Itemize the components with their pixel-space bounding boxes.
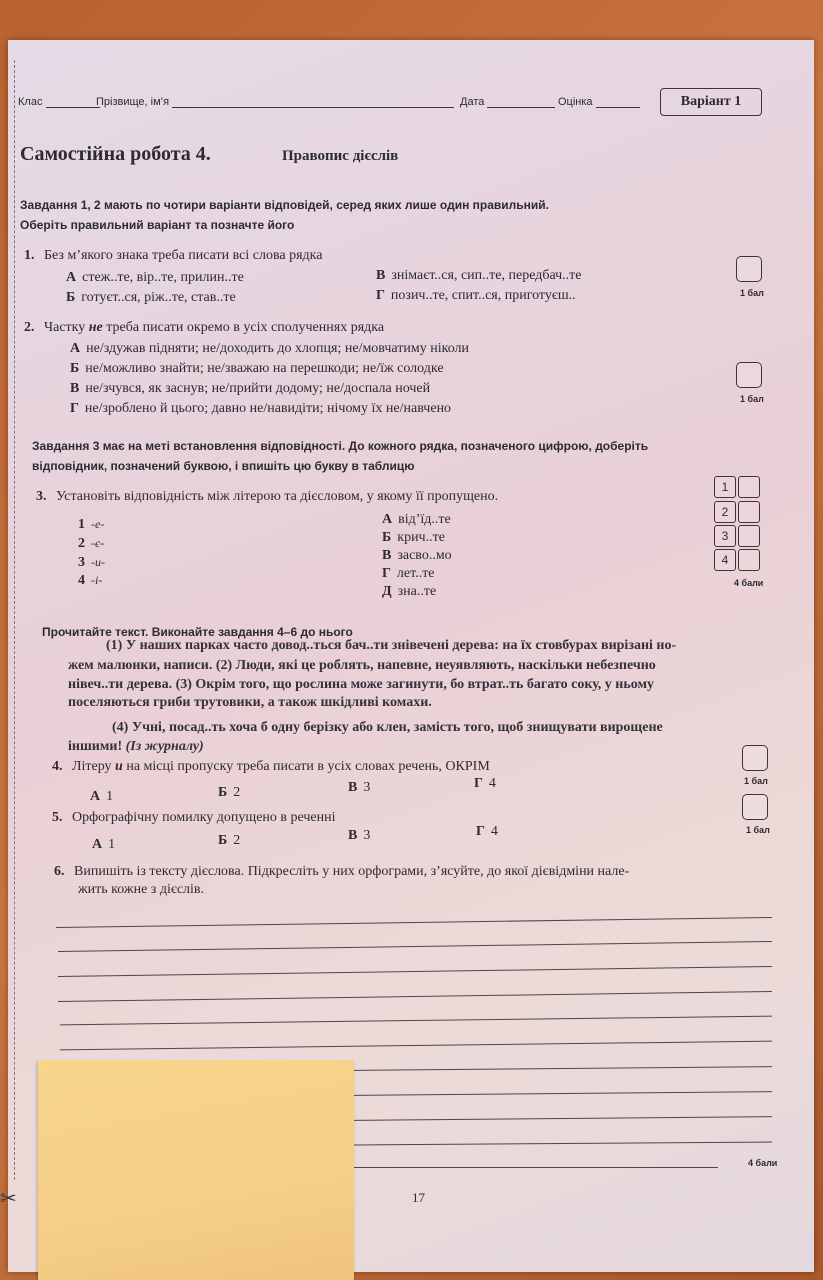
q4-option-g-val: 4 xyxy=(488,776,496,791)
text-source: (Із журналу) xyxy=(125,739,204,754)
q1-option-b[interactable] xyxy=(66,290,236,306)
q5-option-a-letter: А xyxy=(92,837,103,852)
question-6 xyxy=(54,862,629,882)
q6-score: 4 бали xyxy=(748,1158,778,1168)
q3-right-g-text: лет..те xyxy=(396,566,435,581)
q3-grid-answer-4[interactable] xyxy=(738,549,760,571)
q4-option-g-letter: Г xyxy=(474,776,483,791)
q1-option-b-text: готуєт..ся, ріж..те, став..те xyxy=(81,290,236,305)
q3-left-4 xyxy=(78,573,102,589)
q3-left-2-val: -є- xyxy=(91,536,105,550)
q1-option-b-letter: Б xyxy=(66,290,76,305)
q3-grid-number-3: 3 xyxy=(714,525,736,547)
cut-line xyxy=(14,60,15,1180)
instruction-3 xyxy=(32,436,648,476)
q1-option-a-letter: А xyxy=(66,270,77,285)
q5-option-v-val: 3 xyxy=(363,828,371,843)
q1-option-g[interactable] xyxy=(376,288,576,304)
class-field[interactable] xyxy=(18,96,100,108)
q3-grid-answer-1[interactable] xyxy=(738,476,760,498)
q1-score: 1 бал xyxy=(740,288,764,298)
q5-option-b-letter: Б xyxy=(218,833,228,848)
question-5 xyxy=(52,808,336,828)
q3-left-4-val: -і- xyxy=(91,573,103,587)
q4-option-b-letter: Б xyxy=(218,785,228,800)
scissors-icon: ✂ xyxy=(0,1188,17,1210)
q3-right-v-letter: В xyxy=(382,548,392,563)
question-3 xyxy=(36,487,498,507)
q2-option-b[interactable] xyxy=(70,361,444,377)
q1-answer-box[interactable] xyxy=(736,256,762,282)
q4-option-v[interactable] xyxy=(348,780,370,796)
instruction-1 xyxy=(20,195,549,235)
text-line-1: (1) У наших парках часто довод..ться бач..ти знівечені дерева: на їх стовбурах вирізані но- xyxy=(106,638,677,653)
q2-option-v-letter: В xyxy=(70,381,80,396)
class-label: Клас xyxy=(18,96,43,108)
q4-option-a[interactable] xyxy=(90,789,113,805)
question-4 xyxy=(52,757,490,777)
q3-right-a xyxy=(382,512,451,528)
text-line-2: жем малюнки, написи. (2) Люди, які це роблять, напевне, неуявляють, наскільки небезпечно xyxy=(68,658,656,673)
q3-right-d xyxy=(382,584,436,600)
q3-right-b-letter: Б xyxy=(382,530,392,545)
q3-right-b xyxy=(382,530,445,546)
q2-option-g-letter: Г xyxy=(70,401,79,416)
q1-option-a-text: стеж..те, вір..те, прилин..те xyxy=(82,270,244,285)
instruction-3-line-1: Завдання 3 має на меті встановлення відповідності. До кожного рядка, позначеного цифрою, доберіть xyxy=(32,439,649,453)
q2-option-a-text: не/здужав підняти; не/доходить до хлопця; не/мовчатиму ніколи xyxy=(86,341,470,356)
q3-left-2-num: 2 xyxy=(78,536,85,551)
page-number: 17 xyxy=(412,1190,425,1205)
question-6-line-1: Випишіть із тексту дієслова. Підкресліть у них орфограми, з’ясуйте, до якої дієвідміни нале- xyxy=(74,864,630,879)
question-1-text: Без м’якого знака треба писати всі слова рядка xyxy=(44,248,323,263)
q3-grid-number-4: 4 xyxy=(714,549,736,571)
q3-right-g-letter: Г xyxy=(382,566,391,581)
q5-answer-box[interactable] xyxy=(742,794,768,820)
q2-option-g-text: не/зроблено й цього; давно не/навидіти; нічому їх не/навчено xyxy=(84,401,452,416)
q5-option-g[interactable] xyxy=(476,824,498,840)
q4-score: 1 бал xyxy=(744,776,768,786)
q4-option-b[interactable] xyxy=(218,785,240,801)
date-field[interactable] xyxy=(460,96,555,108)
q2-option-a[interactable] xyxy=(70,341,469,357)
q3-right-d-letter: Д xyxy=(382,584,392,599)
q5-option-g-letter: Г xyxy=(476,824,485,839)
grade-field[interactable] xyxy=(558,96,640,108)
question-4-text-after: на місці пропуску треба писати в усіх словах речень, ОКРІМ xyxy=(126,759,490,774)
page-title: Самостійна робота 4. xyxy=(20,143,211,165)
page-subtitle: Правопис дієслів xyxy=(282,148,399,164)
q2-score: 1 бал xyxy=(740,394,764,404)
reading-instruction: Прочитайте текст. Виконайте завдання 4–6 до нього xyxy=(42,625,353,639)
question-6-number: 6. xyxy=(54,864,65,879)
q3-left-1 xyxy=(78,517,104,533)
text-line-4: поселяються гриби трутовики, а також шкідливі комахи. xyxy=(68,695,432,710)
q4-option-a-letter: А xyxy=(90,789,101,804)
instruction-1-line-1: Завдання 1, 2 мають по чотири варіанти відповідей, серед яких лише один правильний. xyxy=(20,198,549,212)
q3-right-d-text: зна..те xyxy=(397,584,437,599)
grade-label: Оцінка xyxy=(558,96,593,108)
q3-grid-answer-2[interactable] xyxy=(738,501,760,523)
q2-option-b-letter: Б xyxy=(70,361,80,376)
question-4-text-before: Літеру xyxy=(72,759,112,774)
question-2-particle: не xyxy=(88,320,103,335)
q5-option-a-val: 1 xyxy=(108,837,116,852)
instruction-1-line-2: Оберіть правильний варіант та позначте його xyxy=(20,218,295,232)
question-2-text-after: треба писати окремо в усіх сполученнях рядка xyxy=(106,320,385,335)
question-2 xyxy=(24,318,384,338)
question-5-number: 5. xyxy=(52,810,63,825)
question-2-number: 2. xyxy=(24,320,35,335)
q3-grid-number-2: 2 xyxy=(714,501,736,523)
q2-answer-box[interactable] xyxy=(736,362,762,388)
q3-left-2 xyxy=(78,536,104,552)
q3-left-3-val: -и- xyxy=(91,555,105,569)
q4-option-v-val: 3 xyxy=(363,780,371,795)
variant-badge: Варіант 1 xyxy=(660,88,762,116)
q2-option-v[interactable] xyxy=(70,381,430,397)
q3-right-g xyxy=(382,566,435,582)
question-5-text: Орфографічну помилку допущено в реченні xyxy=(72,810,336,825)
q3-right-a-letter: А xyxy=(382,512,393,527)
text-line-5: (4) Учні, посад..ть хоча б одну берізку або клен, замість того, щоб знищувати вирощене xyxy=(112,720,663,735)
text-line-6 xyxy=(68,737,204,756)
name-label: Прізвище, ім’я xyxy=(96,96,170,108)
answer-line[interactable] xyxy=(354,1167,718,1168)
q5-option-v-letter: В xyxy=(348,828,358,843)
question-3-number: 3. xyxy=(36,489,47,504)
q2-option-a-letter: А xyxy=(70,341,81,356)
q1-option-g-letter: Г xyxy=(376,288,385,303)
q1-option-v-letter: В xyxy=(376,268,386,283)
question-6-line-2: жить кожне з дієслів. xyxy=(78,882,205,897)
q3-grid-answer-3[interactable] xyxy=(738,525,760,547)
q2-option-g[interactable] xyxy=(70,401,451,417)
q5-option-g-val: 4 xyxy=(490,824,498,839)
q1-option-a[interactable] xyxy=(66,270,244,286)
text-line-3: нівеч..ти дерева. (3) Окрім того, що рослина може загинути, бо втрат..ть багато соку, у ньому xyxy=(68,677,655,692)
q5-score: 1 бал xyxy=(746,825,770,835)
q1-option-v[interactable] xyxy=(376,268,582,284)
text-line-6-text: іншими! xyxy=(68,739,123,754)
q5-option-v[interactable] xyxy=(348,828,370,844)
q3-left-1-val: -е- xyxy=(91,517,105,531)
name-field[interactable] xyxy=(96,96,454,108)
question-1-number: 1. xyxy=(24,248,35,263)
q4-option-a-val: 1 xyxy=(106,789,114,804)
q4-answer-box[interactable] xyxy=(742,745,768,771)
q3-right-v xyxy=(382,548,452,564)
sticky-note xyxy=(38,1060,354,1280)
q5-option-a[interactable] xyxy=(92,837,115,853)
question-1 xyxy=(24,246,322,266)
question-4-number: 4. xyxy=(52,759,63,774)
q3-score: 4 бали xyxy=(734,578,764,588)
q3-right-v-text: засво..мо xyxy=(397,548,452,563)
q4-option-g[interactable] xyxy=(474,776,496,792)
question-2-text-before: Частку xyxy=(44,320,86,335)
q3-right-b-text: крич..те xyxy=(397,530,445,545)
q3-grid-number-1: 1 xyxy=(714,476,736,498)
question-4-letter: и xyxy=(115,759,123,774)
q4-option-b-val: 2 xyxy=(233,785,241,800)
q3-left-3-num: 3 xyxy=(78,555,85,570)
q3-left-1-num: 1 xyxy=(78,517,85,532)
q3-left-4-num: 4 xyxy=(78,573,85,588)
instruction-3-line-2: відповідник, позначений буквою, і впишіть цю букву в таблицю xyxy=(32,459,415,473)
q3-right-a-text: від’їд..те xyxy=(398,512,451,527)
q5-option-b-val: 2 xyxy=(233,833,241,848)
q2-option-b-text: не/можливо знайти; не/зважаю на перешкоди; не/їж солодке xyxy=(85,361,444,376)
q1-option-g-text: позич..те, спит..ся, приготуєш.. xyxy=(390,288,576,303)
q3-left-3 xyxy=(78,555,105,571)
question-3-text: Установіть відповідність між літерою та дієсловом, у якому її пропущено. xyxy=(56,489,499,504)
date-label: Дата xyxy=(460,96,485,108)
q5-option-b[interactable] xyxy=(218,833,240,849)
q2-option-v-text: не/зчувся, як заснув; не/прийти додому; не/доспала ночей xyxy=(85,381,431,396)
q1-option-v-text: знімаєт..ся, сип..те, передбач..те xyxy=(391,268,582,283)
q4-option-v-letter: В xyxy=(348,780,358,795)
